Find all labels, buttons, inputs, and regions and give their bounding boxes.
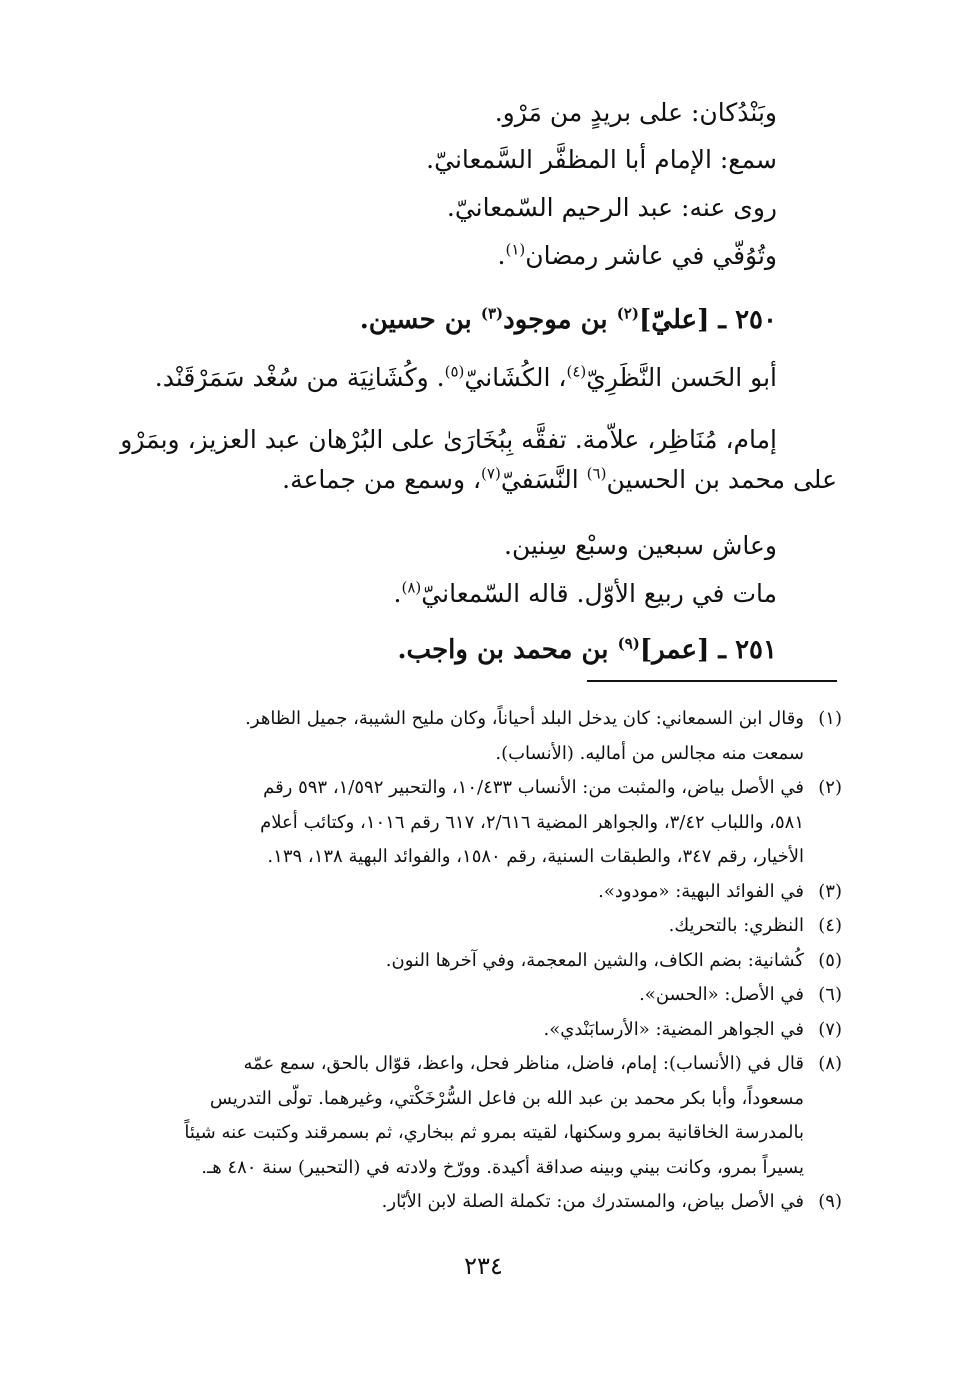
- death-part: مات في ربيع الأوّل. قاله السّمعانيّ: [421, 579, 777, 608]
- bio-line-1: إمام، مُنَاظِر، علاّمة. تفقَّه بِبُخَارَىٰ على البُرْهان عبد العزيز، وبمَرْو: [120, 425, 777, 454]
- footnote-2: [122, 771, 842, 875]
- bio-paragraph: [120, 420, 837, 500]
- entry-250-part: بن حسين.: [359, 305, 481, 335]
- footnote-number: (٧): [818, 1018, 842, 1040]
- footnote-text: [122, 1185, 804, 1220]
- footnote-text: [122, 978, 804, 1013]
- bio-line-2: [127, 460, 837, 500]
- footnote-line: في الجواهر المضية: «الأرسابَنْدي».: [543, 1018, 804, 1040]
- footnote-text: [122, 702, 804, 771]
- footnote-line: في الأصل: «الحسن».: [639, 984, 804, 1005]
- footnote-number: (٨): [818, 1053, 842, 1074]
- footnote-text: [122, 909, 804, 944]
- footnote-ref-7: (٧): [481, 464, 501, 483]
- footnote-ref-6: (٦): [586, 464, 607, 483]
- footnote-text: [122, 944, 804, 979]
- footnote-3: [122, 875, 842, 910]
- footnote-ref-5: (٥): [444, 362, 465, 381]
- footnote-line: بالمدرسة الخاقانية بمرو وسكنها، لقيته بمرو ثم ببخاري، ثم بسمرقند وكتبت عنه شيئاً: [184, 1122, 804, 1143]
- footnotes: [122, 702, 842, 1220]
- entry-250-part: بن موجود: [503, 305, 617, 335]
- kunya-part: . وكُشَانِيَة من سُغْد سَمَرْقَنْد.: [154, 363, 445, 392]
- footnote-number: (٣): [818, 880, 842, 902]
- footnote-text: [122, 771, 804, 875]
- text-line-heard: سمع: الإمام أبا المظفَّر السَّمعانيّ.: [426, 145, 777, 174]
- footnote-line: كُشانية: بضم الكاف، والشين المعجمة، وفي آخرها النون.: [385, 949, 804, 971]
- footnote-line: يسيراً بمرو، وكانت بيني وبينه صداقة أكيدة. وورّخ ولادته في (التحبير) سنة ٤٨٠ هـ.: [201, 1156, 804, 1178]
- footnote-line: سمعت منه مجالس من أماليه. (الأنساب).: [495, 742, 804, 764]
- entry-heading-251: [398, 630, 778, 670]
- footnote-ref-3: (٣): [480, 304, 504, 323]
- footnote-ref-1: (١): [505, 240, 526, 259]
- footnote-9: [122, 1185, 842, 1220]
- text-line-kunya: [155, 358, 777, 398]
- footnote-line: النظري: بالتحريك.: [668, 915, 804, 936]
- footnote-ref-4: (٤): [566, 362, 587, 381]
- footnote-text: [122, 875, 804, 910]
- footnote-separator: [587, 680, 837, 682]
- footnote-6: [122, 978, 842, 1013]
- footnote-text: [122, 1013, 804, 1048]
- footnote-number: (٦): [818, 984, 842, 1005]
- died-text-tail: .: [497, 241, 506, 270]
- footnote-number: (٩): [818, 1191, 842, 1212]
- text-line-bandukan: وبَنْدُكان: على بريدٍ من مَرْو.: [494, 98, 777, 127]
- footnote-text: [122, 1047, 804, 1185]
- footnote-number: (٤): [818, 915, 842, 936]
- entry-250-part: ٢٥٠ ـ [عليّ]: [638, 305, 777, 335]
- footnote-ref-2: (٢): [616, 304, 639, 323]
- kunya-part: ، الكُشَانيّ: [464, 363, 567, 392]
- footnote-ref-8: (٨): [401, 578, 422, 597]
- entry-heading-250: [360, 300, 777, 340]
- footnote-1: [122, 702, 842, 771]
- text-line-died: [498, 236, 778, 276]
- text-line-narrated: روى عنه: عبد الرحيم السّمعانيّ.: [446, 193, 777, 222]
- text-line-death: [394, 574, 777, 614]
- footnote-line: وقال ابن السمعاني: كان يدخل البلد أحياناً، وكان مليح الشيبة، جميل الظاهر.: [245, 708, 804, 729]
- footnote-ref-9: (٩): [617, 634, 640, 653]
- footnote-line: ٥٨١، واللباب ٣/٤٢، والجواهر المضية ٢/٦١٦، ٦١٧ رقم ١٠١٦، وكتائب أعلام: [260, 811, 804, 833]
- footnote-line: الأخيار، رقم ٣٤٧، والطبقات السنية، رقم ١٥٨٠، والفوائد البهية ١٣٨، ١٣٩.: [267, 846, 804, 867]
- footnote-number: (٢): [818, 777, 842, 798]
- bio-part: على محمد بن الحسين: [606, 465, 837, 494]
- footnote-8: [122, 1047, 842, 1185]
- footnote-number: (٥): [818, 949, 842, 971]
- footnote-number: (١): [818, 708, 842, 729]
- died-text: وتُوُفّي في عاشر رمضان: [525, 241, 777, 270]
- death-part: .: [393, 579, 402, 608]
- footnote-line: قال في (الأنساب): إمام، فاضل، مناظر فحل، واعظ، قوّال بالحق، سمع عمّه: [243, 1053, 804, 1074]
- kunya-part: أبو الحَسن النَّظَرِيّ: [586, 363, 777, 392]
- footnote-line: في الأصل بياض، والمثبت من: الأنساب ١٠/٤٣٣، والتحبير ١/٥٩٢، ٥٩٣ رقم: [263, 777, 804, 798]
- entry-251-part: ٢٥١ ـ [عمر]: [639, 635, 777, 665]
- footnote-line: مسعوداً، وأبا بكر محمد بن عبد الله بن فاعل السُّرْخَكْتي، وغيرهما. تولّى التدريس: [209, 1087, 804, 1109]
- entry-251-part: بن محمد بن واجب.: [397, 635, 618, 665]
- footnote-line: في الأصل بياض، والمستدرك من: تكملة الصلة لابن الأبّار.: [381, 1191, 804, 1212]
- bio-part: ، وسمع من جماعة.: [282, 465, 482, 494]
- page-number: ٢٣٤: [464, 1252, 503, 1280]
- footnote-line: في الفوائد البهية: «مودود».: [598, 880, 804, 902]
- footnote-7: [122, 1013, 842, 1048]
- bio-part: النَّسَفيّ: [500, 465, 587, 494]
- footnote-5: [122, 944, 842, 979]
- text-line-lived: وعاش سبعين وسبْع سِنين.: [504, 531, 777, 560]
- footnote-4: [122, 909, 842, 944]
